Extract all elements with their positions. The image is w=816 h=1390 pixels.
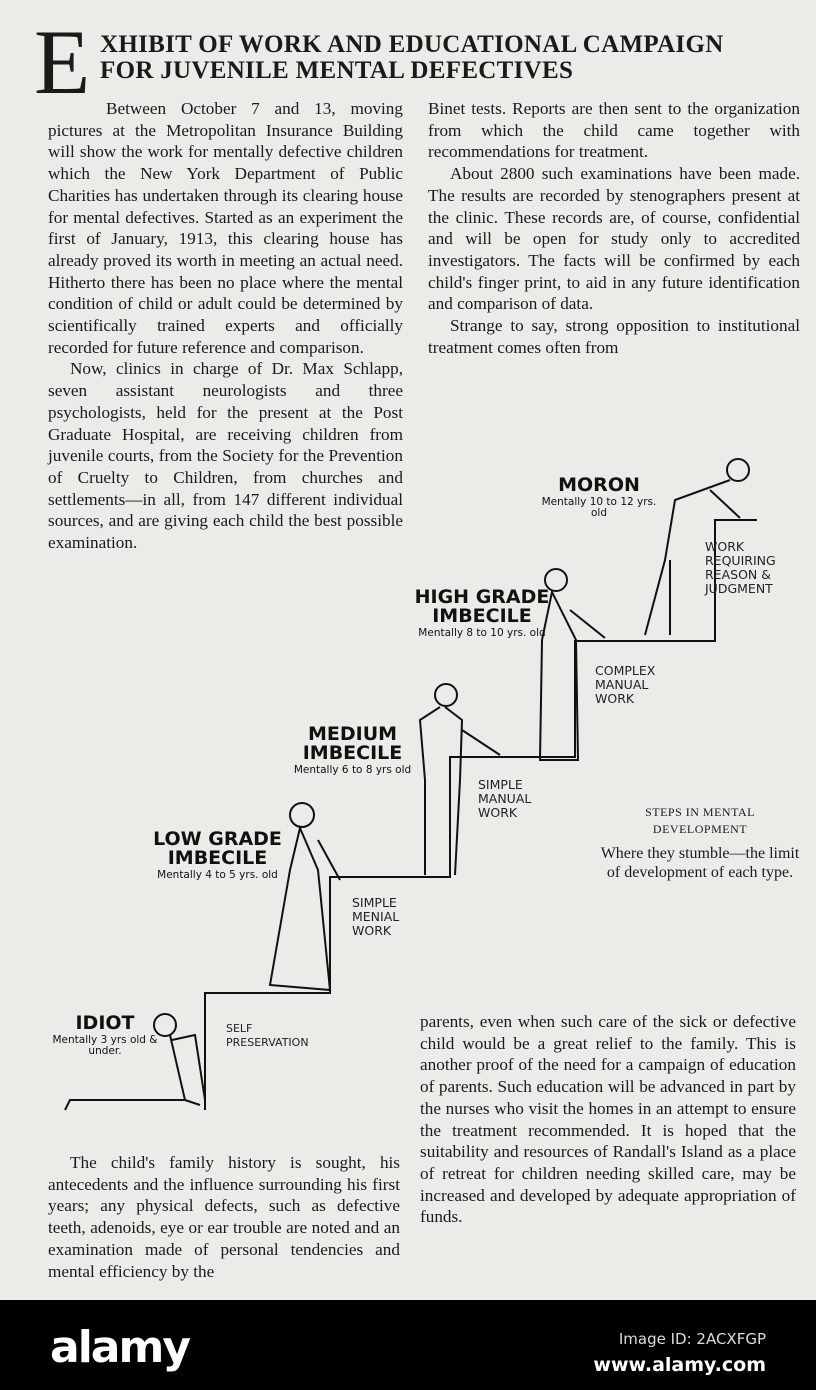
paragraph: Binet tests. Reports are then sent to the organization from which the child came together with recommendations for treatment. (428, 99, 800, 162)
title-line-2: FOR JUVENILE MENTAL DEFECTIVES (100, 57, 574, 84)
paragraph: Between October 7 and 13, moving pictures at the Metropolitan Insurance Building will show the work for mentally defective children which the New York Department of Public Charities has undertaken through its clearing house for mental defectives. Started as an experiment the first of January, 1913, this clearing house has already proved its worth in meeting an actual need. Hitherto there has been no place where the mental condition of child or adult could be determined by scientifically trained experts and officially recorded for future reference and comparison. (48, 99, 403, 357)
label-medium-imbecile: MEDIUM IMBECILE Mentally 6 to 8 yrs old (293, 723, 412, 776)
label-idiot: IDIOT Mentally 3 yrs old & under. (52, 1012, 158, 1057)
bottom-right-column (420, 1011, 796, 1228)
image-id: Image ID: 2ACXFGP (618, 1330, 766, 1348)
label-moron: MORON Mentally 10 to 12 yrs. old (541, 474, 657, 519)
paragraph: About 2800 such examinations have been made. The results are recorded by stenographers present at the clinic. These records are, of course, confidential and will be open for study only to accredited investigators. The facts will be confirmed by each child's finger print, to aid in any future identification and comparison of data. (428, 164, 800, 314)
label-high-grade-imbecile: HIGH GRADE IMBECILE Mentally 8 to 10 yrs. old (414, 586, 550, 639)
paragraph: parents, even when such care of the sick or defective child would be a great relief to the family. This is another proof of the need for a campaign of education of parents. Such education will be advanced in part by the nurses who visit the homes in an attempt to ensure the treatment recommended. It is hoped that the suitability and resources of Randall's Island as a place of retreat for children needing skilled care, may be increased and developed by adequate appropriation of funds. (420, 1012, 796, 1227)
label-low-grade-imbecile: LOW GRADE IMBECILE Mentally 4 to 5 yrs. old (153, 828, 282, 881)
caption-title: STEPS IN MENTAL DEVELOPMENT (645, 805, 755, 836)
watermark-footer (0, 1300, 816, 1390)
work-high-grade-imbecile: COMPLEX MANUAL WORK (595, 663, 656, 706)
illustration-caption (600, 804, 800, 882)
caption-text: Where they stumble—the limit of development of each type. (600, 845, 800, 881)
bottom-left-column (48, 1152, 400, 1282)
site-url: www.alamy.com (593, 1354, 766, 1376)
work-moron: WORK REQUIRING REASON & JUDGMENT (705, 539, 776, 596)
work-idiot: SELF PRESERVATION (226, 1022, 309, 1049)
paragraph: The child's family history is sought, his antecedents and the influence surrounding his first years; any physical defects, such as defective teeth, adenoids, eye or ear trouble are noted and an examination made of personal tendencies and mental efficiency by the (48, 1153, 400, 1281)
paragraph: Now, clinics in charge of Dr. Max Schlapp, seven assistant neurologists and three psychologists, held for the present at the Post Graduate Hospital, are receiving children from juvenile courts, from the Society for the Prevention of Cruelty to Children, from churches and settlements—in all, from 147 different individual sources, and are giving each child the best possible examination. (48, 359, 403, 553)
drop-cap: E (34, 11, 91, 113)
title-line-1: XHIBIT OF WORK AND EDUCATIONAL CAMPAIGN (100, 31, 724, 58)
work-medium-imbecile: SIMPLE MANUAL WORK (478, 777, 532, 820)
work-low-grade-imbecile: SIMPLE MENIAL WORK (352, 895, 400, 938)
paragraph: Strange to say, strong opposition to institutional treatment comes often from (428, 316, 800, 357)
alamy-logo: alamy (50, 1322, 189, 1373)
